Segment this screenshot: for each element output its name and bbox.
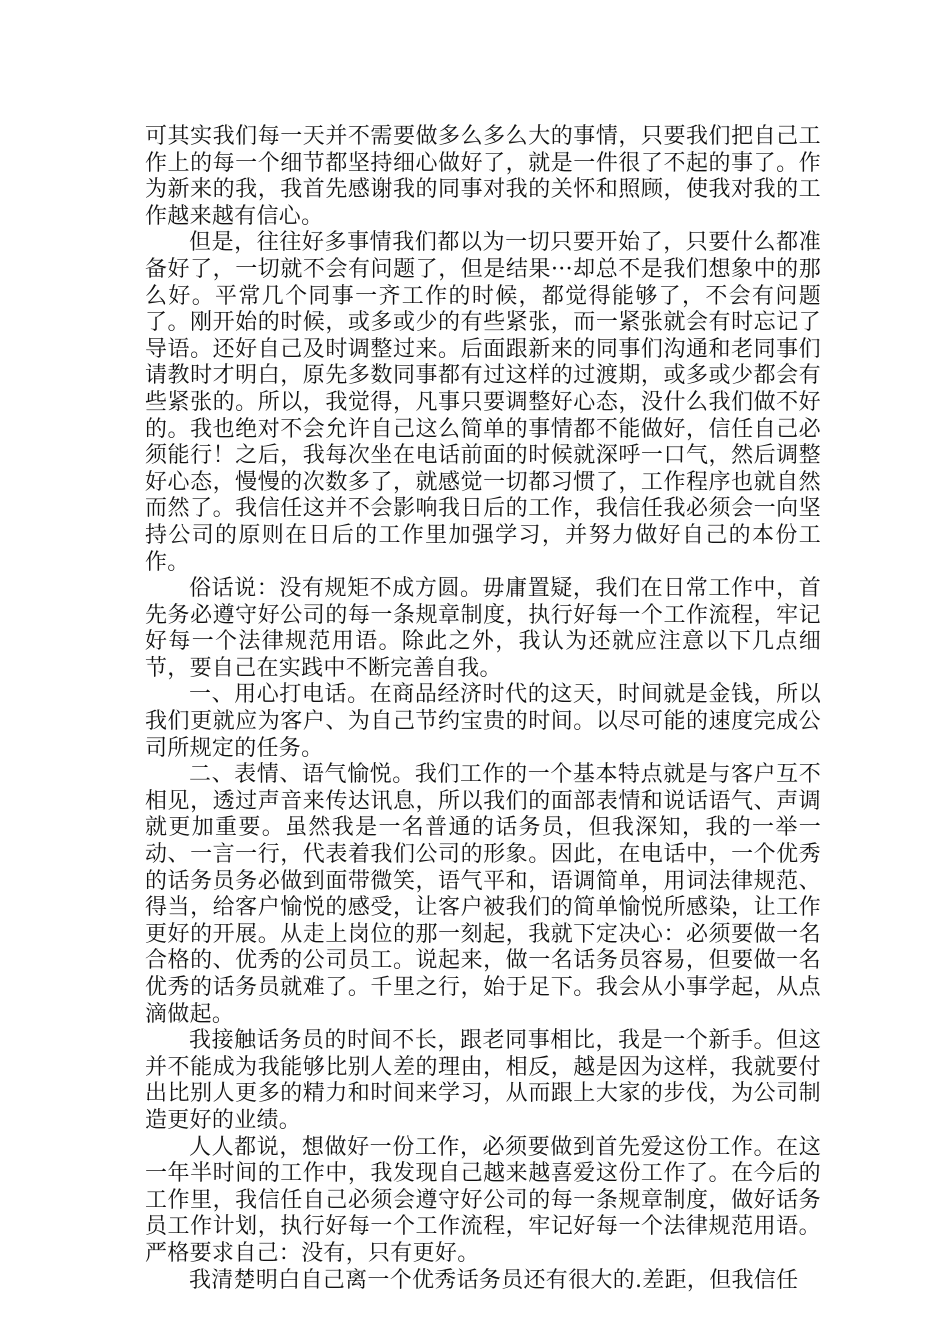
document-page	[145, 124, 821, 1294]
paragraph-3: 俗话说：没有规矩不成方圆。毋庸置疑，我们在日常工作中，首先务必遵守好公司的每一条规章制度，执行好每一个工作流程，牢记好每一个法律规范用语。除此之外，我认为还就应注意以下几点细节，要自己在实践中不断完善自我。	[145, 576, 821, 681]
paragraph-6: 我接触话务员的时间不长，跟老同事相比，我是一个新手。但这并不能成为我能够比别人差的理由，相反，越是因为这样，我就要付出比别人更多的精力和时间来学习，从而跟上大家的步伐，为公司制造更好的业绩。	[145, 1028, 821, 1133]
paragraph-1: 可其实我们每一天并不需要做多么多么大的事情，只要我们把自己工作上的每一个细节都坚持细心做好了，就是一件很了不起的事了。作为新来的我，我首先感谢我的同事对我的关怀和照顾，使我对我的工作越来越有信心。	[145, 124, 821, 229]
paragraph-8: 我清楚明白自己离一个优秀话务员还有很大的.差距，但我信任	[189, 1267, 799, 1293]
paragraph-4: 一、用心打电话。在商品经济时代的这天，时间就是金钱，所以我们更就应为客户、为自己节约宝贵的时间。以尽可能的速度完成公司所规定的任务。	[145, 682, 821, 761]
paragraph-5: 二、表情、语气愉悦。我们工作的一个基本特点就是与客户互不相见，透过声音来传达讯息，所以我们的面部表情和说话语气、声调就更加重要。虽然我是一名普通的话务员，但我深知，我的一举一动、一言一行，代表着我们公司的形象。因此，在电话中，一个优秀的话务员务必做到面带微笑，语气平和，语调简单，用词法律规范、得当，给客户愉悦的感受，让客户被我们的简单愉悦所感染，让工作更好的开展。从走上岗位的那一刻起，我就下定决心：必须要做一名合格的、优秀的公司员工。说起来，做一名话务员容易，但要做一名优秀的话务员就难了。千里之行，始于足下。我会从小事学起，从点滴做起。	[145, 762, 821, 1027]
paragraph-2: 但是，往往好多事情我们都以为一切只要开始了，只要什么都准备好了，一切就不会有问题了，但是结果···却总不是我们想象中的那么好。平常几个同事一齐工作的时候，都觉得能够了，不会有问题了。刚开始的时候，或多或少的有些紧张，而一紧张就会有时忘记了导语。还好自己及时调整过来。后面跟新来的同事们沟通和老同事们请教时才明白，原先多数同事都有过这样的过渡期，或多或少都会有些紧张的。所以，我觉得，凡事只要调整好心态，没什么我们做不好的。我也绝对不会允许自己这么简单的事情都不能做好，信任自己必须能行！之后，我每次坐在电话前面的时候就深呼一口气，然后调整好心态，慢慢的次数多了，就感觉一切都习惯了，工作程序也就自然而然了。我信任这并不会影响我日后的工作，我信任我必须会一向坚持公司的原则在日后的工作里加强学习，并努力做好自己的本份工作。	[145, 230, 821, 575]
paragraph-7: 人人都说，想做好一份工作，必须要做到首先爱这份工作。在这一年半时间的工作中，我发现自己越来越喜爱这份工作了。在今后的工作里，我信任自己必须会遵守好公司的每一条规章制度，做好话务员工作计划，执行好每一个工作流程，牢记好每一个法律规范用语。严格要求自己：没有，只有更好。	[145, 1134, 821, 1266]
